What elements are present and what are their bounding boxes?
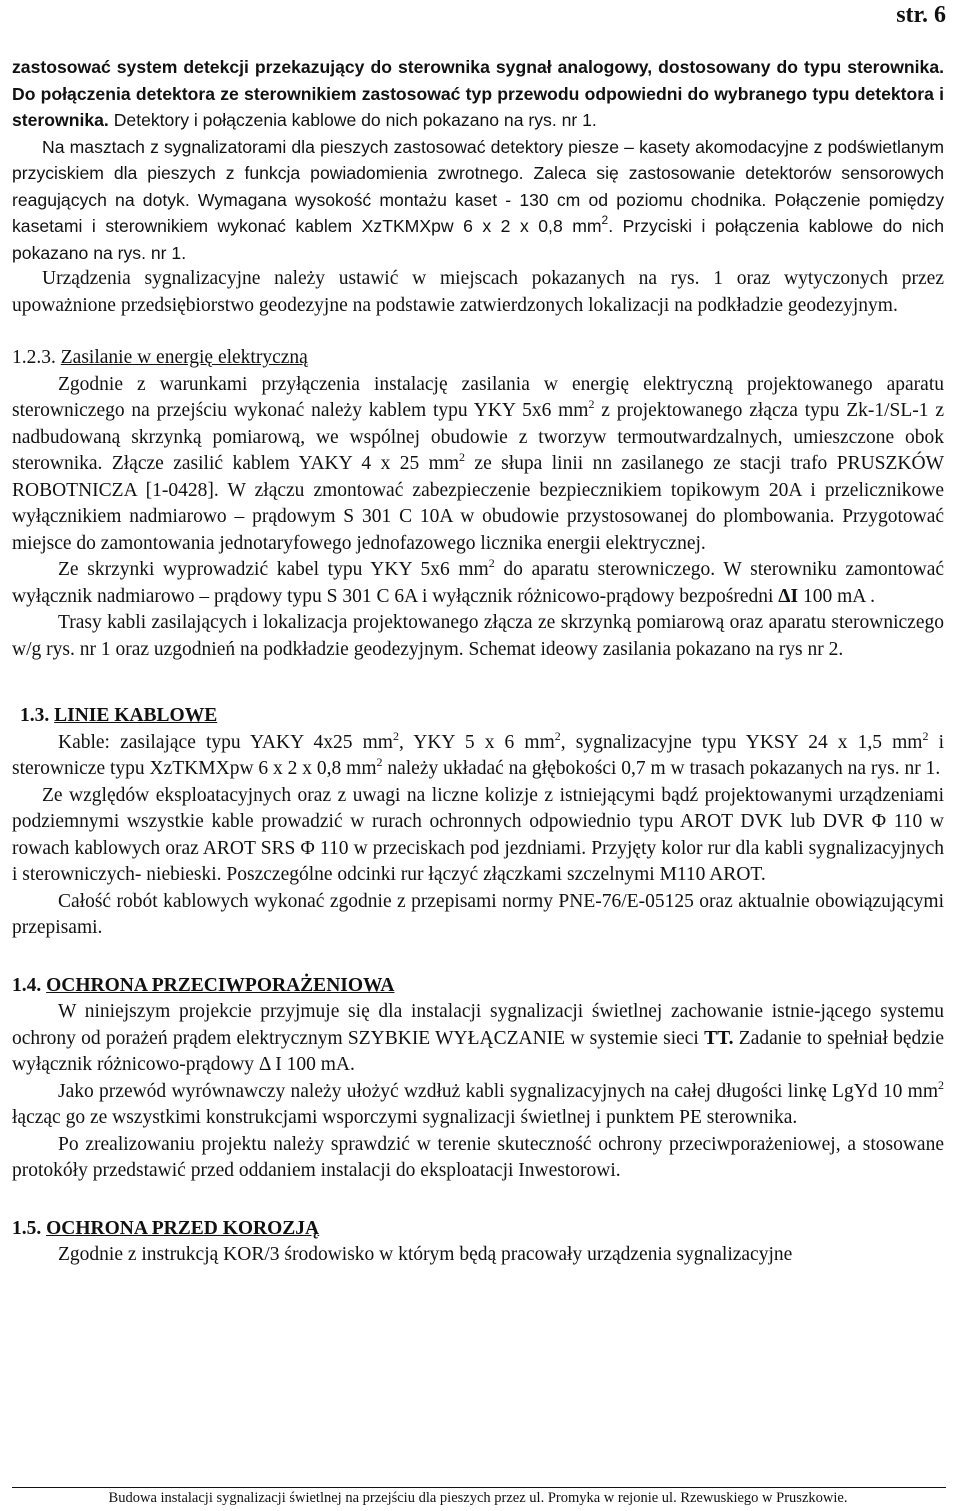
bold-text: zastosować system detekcji przekazujący do sterownika sygnał analogowy, dostosowany do typu sterownika. Do połączenia detektora ze sterownikiem zastosować typ przewodu odpowiedni do wybranego typu detektora i sterownika. (12, 57, 944, 130)
delta-symbol: ΔI (778, 585, 799, 607)
text-span: i sterownicze typu XzTKMXpw 6 x 2 x 0,8 mm (12, 731, 945, 779)
section-number: 1.4. (12, 974, 47, 996)
text-span: Kable: zasilające typu YAKY 4x25 mm (58, 731, 393, 753)
superscript: 2 (554, 728, 561, 743)
page-body (12, 54, 944, 1269)
paragraph-cables (12, 730, 944, 783)
text-span: ze słupa linii nn zasilanego ze stacji trafo PRUSZKÓW ROBOTNICZA [1-0428]. W złączu zmontować zabezpieczenie bezpiecznikiem topikowym 20A i przelicznikowe wyłącznikiem nadmiarowo – prądowym S 301 C 10A w obudowie przystosowanej do plombowania. Przygotować miejsce do zamontowania jednotaryfowego jednofazowego licznika energii elektrycznej. (12, 453, 944, 554)
paragraph-equipotential-wire (12, 1079, 944, 1132)
superscript: 2 (601, 213, 609, 227)
text-span: Jako przewód wyrównawczy należy ułożyć wzdłuż kabli sygnalizacyjnych na całej długości linkę LgYd 10 mm (58, 1080, 938, 1102)
section-title: OCHRONA PRZECIWPORAŻENIOWA (46, 974, 395, 996)
section-heading-1-4 (12, 973, 944, 1000)
paragraph-pedestrian-detectors (12, 134, 944, 267)
text-span: Zadanie to spełniał będzie wyłącznik różnicowo-prądowy Δ I 100 mA. (12, 1027, 944, 1075)
text-span: Ze skrzynki wyprowadzić kabel typu YKY 5x6 mm (58, 559, 489, 580)
paragraph-devices-location: Urządzenia sygnalizacyjne należy ustawić w miejscach pokazanych na rys. 1 oraz wytyczonych przez upoważnione przedsiębiorstwo geodezyjne na podstawie zatwierdzonych lokalizacji na podkładzie geodezyjnym. (12, 268, 944, 316)
text-span: łącząc go ze wszystkimi konstrukcjami wsporczymi sygnalizacji świetlnej i punktem PE sterownika. (12, 1107, 798, 1128)
text-span: Detektory i połączenia kablowe do nich pokazano na rys. nr 1. (108, 110, 597, 130)
paragraph-power-supply (12, 372, 944, 558)
bold-text: TT. (704, 1027, 734, 1049)
superscript: 2 (588, 397, 595, 411)
text-span: należy układać na głębokości 0,7 m w trasach pokazanych na rys. nr 1. (382, 758, 941, 779)
section-number: 1.5. (12, 1217, 47, 1239)
text-span: z projektowanego złącza typu Zk-1/SL-1 z nadbudowaną skrzynką pomiarową, we wspólnej obudowie z tworzyw termoutwardzalnych, umieszczone obok sterownika. Złącze zasilić kablem YAKY 4 x 25 mm (12, 400, 944, 474)
superscript: 2 (922, 728, 929, 743)
paragraph-detection (12, 54, 944, 134)
section-title: LINIE KABLOWE (54, 705, 218, 726)
superscript: 2 (488, 556, 495, 570)
section-title: OCHRONA PRZED KOROZJĄ (46, 1217, 320, 1239)
paragraph-cable-routes: Trasy kabli zasilających i lokalizacja projektowanego złącza ze skrzynką pomiarową oraz aparatu sterowniczego w/g rys. nr 1 oraz uzgodnień na podkładzie geodezyjnym. Schemat ideowy zasilania pokazano na rys nr 2. (12, 612, 944, 660)
text-span: do aparatu sterowniczego. W sterowniku zamontować wyłącznik nadmiarowo – prądowy typu S 301 C 6A i wyłącznik różnicowo-prądowy bezpośredni (12, 559, 945, 607)
page-footer: Budowa instalacji sygnalizacji świetlnej na przejściu dla pieszych przez ul. Promyka w rejonie ul. Rzewuskiego w Pruszkowie. (108, 1490, 848, 1506)
paragraph-controller-switches (12, 557, 944, 610)
footer-divider (12, 1487, 946, 1488)
text-span: . Przyciski i połączenia kablowe do nich pokazano na rys. nr 1. (12, 216, 944, 263)
text-span: , YKY 5 x 6 mm (398, 731, 555, 753)
paragraph-cable-works: Całość robót kablowych wykonać zgodnie z przepisami normy PNE-76/E-05125 oraz aktualnie obowiązującymi przepisami. (12, 890, 944, 938)
text-span: W niniejszym projekcie przyjmuje się dla instalacji sygnalizacji świetlnej zachowanie istnie-jącego systemu ochrony od porażeń prądem elektrycznym SZYBKIE WYŁĄCZANIE w systemie sieci (12, 1001, 944, 1049)
paragraph-shock-protection (12, 999, 944, 1079)
text-span: 100 mA . (798, 585, 876, 607)
section-number: 1.3. (20, 705, 55, 726)
paragraph-protection-check: Po zrealizowaniu projektu należy sprawdzić w terenie skuteczność ochrony przeciwporażeniowej, a stosowane protokóły przedstawić przed oddaniem instalacji do eksploatacji Inwestorowi. (12, 1133, 944, 1181)
section-number: 1.2.3. (12, 347, 61, 368)
paragraph-corrosion: Zgodnie z instrukcją KOR/3 środowisko w którym będą pracowały urządzenia sygnalizacyjne (58, 1244, 793, 1265)
page-number: str. 6 (896, 2, 946, 28)
section-title: Zasilanie w energię elektryczną (60, 347, 308, 368)
superscript: 2 (938, 1077, 944, 1092)
section-heading-1-5 (12, 1216, 944, 1243)
superscript: 2 (392, 728, 399, 743)
superscript: 2 (376, 755, 383, 769)
section-heading-1-2-3 (12, 345, 944, 372)
superscript: 2 (459, 450, 465, 464)
text-span: Zgodnie z warunkami przyłączenia instalację zasilania w energię elektryczną projektowanego aparatu sterowniczego na przejściu wykonać należy kablem typu YKY 5x6 mm (12, 373, 944, 421)
text-span: Na masztach z sygnalizatorami dla pieszych zastosować detektory piesze – kasety akomodacyjne z podświetlanym przyciskiem dla pieszych z funkcja powiadomienia zwrotnego. Zaleca się zastosowanie detektorów sensorowych reagujących na dotyk. Wymagana wysokość montażu kaset - 130 cm od poziomu chodnika. Połączenie pomiędzy kasetami i sterownikiem wykonać kablem XzTKMXpw 6 x 2 x 0,8 mm (12, 136, 944, 236)
text-span: , sygnalizacyjne typu YKSY 24 x 1,5 mm (560, 731, 923, 753)
section-heading-1-3 (12, 703, 944, 730)
paragraph-protective-pipes: Ze względów eksploatacyjnych oraz z uwagi na liczne kolizje z istniejącymi bądź projektowanymi urządzeniami podziemnymi wszystkie kable prowadzić w rurach ochronnych odpowiednio typu AROT DVK lub DVR Φ 110 w rowach kablowych oraz AROT SRS Φ 110 w przeciskach pod jezdniami. Przyjęty kolor rur dla kabli sygnalizacyjnych i sterowniczych- niebieski. Poszczególne odcinki rur łączyć złączkami szczelnymi M110 AROT. (12, 784, 944, 885)
